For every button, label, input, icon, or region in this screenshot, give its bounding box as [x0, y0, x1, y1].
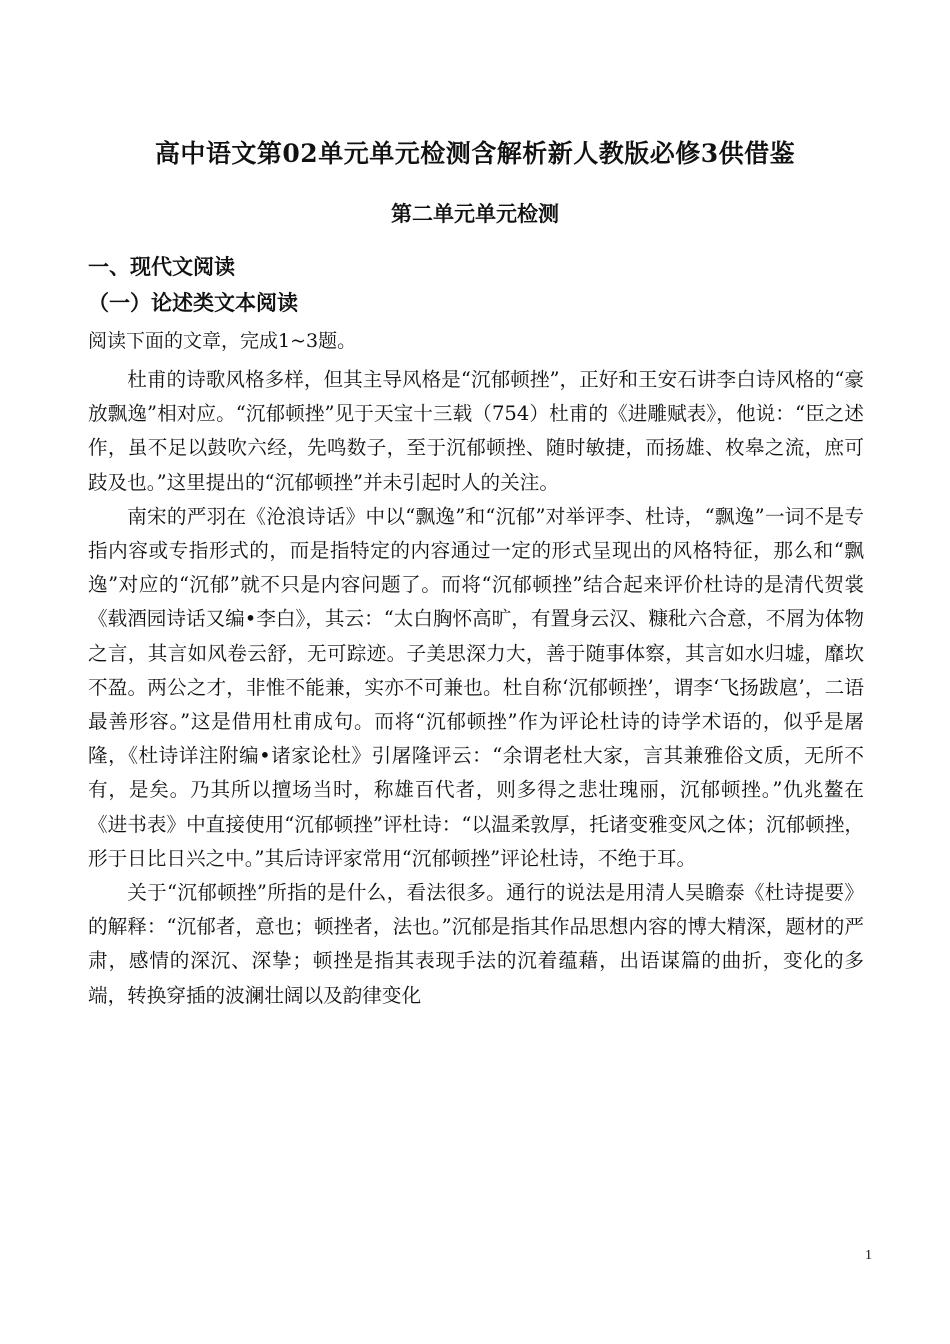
article-paragraph-3: 关于“沉郁顿挫”所指的是什么，看法很多。通行的说法是用清人吴瞻泰《杜诗提要》的解释：“沉郁者，意也；顿挫者，法也。”沉郁是指其作品思想内容的博大精深，题材的严肃，感情的深沉、深挚；顿挫是指其表现手法的沉着蕴藉，出语谋篇的曲折，变化的多端，转换穿插的波澜壮阔以及韵律变化 [88, 881, 864, 1007]
article-paragraph-1: 杜甫的诗歌风格多样，但其主导风格是“沉郁顿挫”，正好和王安石讲李白诗风格的“豪放飘逸”相对应。“沉郁顿挫”见于天宝十三载（754）杜甫的《进雕赋表》，他说：“臣之述作，虽不足以鼓吹六经，先鸣数子，至于沉郁顿挫、随时敏捷，而扬雄、枚皋之流，庶可跂及也。”这里提出的“沉郁顿挫”并未引起时人的关注。 [88, 368, 864, 494]
section-heading: 一、现代文阅读 [88, 254, 235, 279]
document-subtitle: 第二单元单元检测 [391, 201, 559, 226]
subsection-heading: （一）论述类文本阅读 [88, 290, 298, 315]
document-title: 高中语文第02单元单元检测含解析新人教版必修3供借鉴 [154, 139, 796, 168]
article-paragraph-2: 南宋的严羽在《沧浪诗话》中以“飘逸”和“沉郁”对举评李、杜诗，“飘逸”一词不是专指内容或专指形式的，而是指特定的内容通过一定的形式呈现出的风格特征，那么和“飘逸”对应的“沉郁”就不只是内容问题了。而将“沉郁顿挫”结合起来评价杜诗的是清代贺裳《载酒园诗话又编•李白》，其云：“太白胸怀高旷，有置身云汉、糠秕六合意，不屑为体物之言，其言如风卷云舒，无可踪迹。子美思深力大，善于随事体察，其言如水归墟，靡坎不盈。两公之才，非惟不能兼，实亦不可兼也。杜自称‘沉郁顿挫’，谓李‘飞扬跋扈’，二语最善形容。”这是借用杜甫成句。而将“沉郁顿挫”作为评论杜诗的诗学术语的，似乎是屠隆，《杜诗详注附编•诸家论杜》引屠隆评云：“余谓老杜大家，言其兼雅俗文质，无所不有，是矣。乃其所以擅场当时，称雄百代者，则多得之悲壮瑰丽，沉郁顿挫。”仇兆鳌在《进书表》中直接使用“沉郁顿挫”评杜诗：“以温柔敦厚，托诸变雅变风之体；沉郁顿挫，形于日比日兴之中。”其后诗评家常用“沉郁顿挫”评论杜诗，不绝于耳。 [88, 504, 864, 870]
article-body [88, 363, 864, 1013]
reading-instruction: 阅读下面的文章，完成1~3题。 [88, 330, 357, 352]
page-number: 1 [865, 1248, 872, 1263]
